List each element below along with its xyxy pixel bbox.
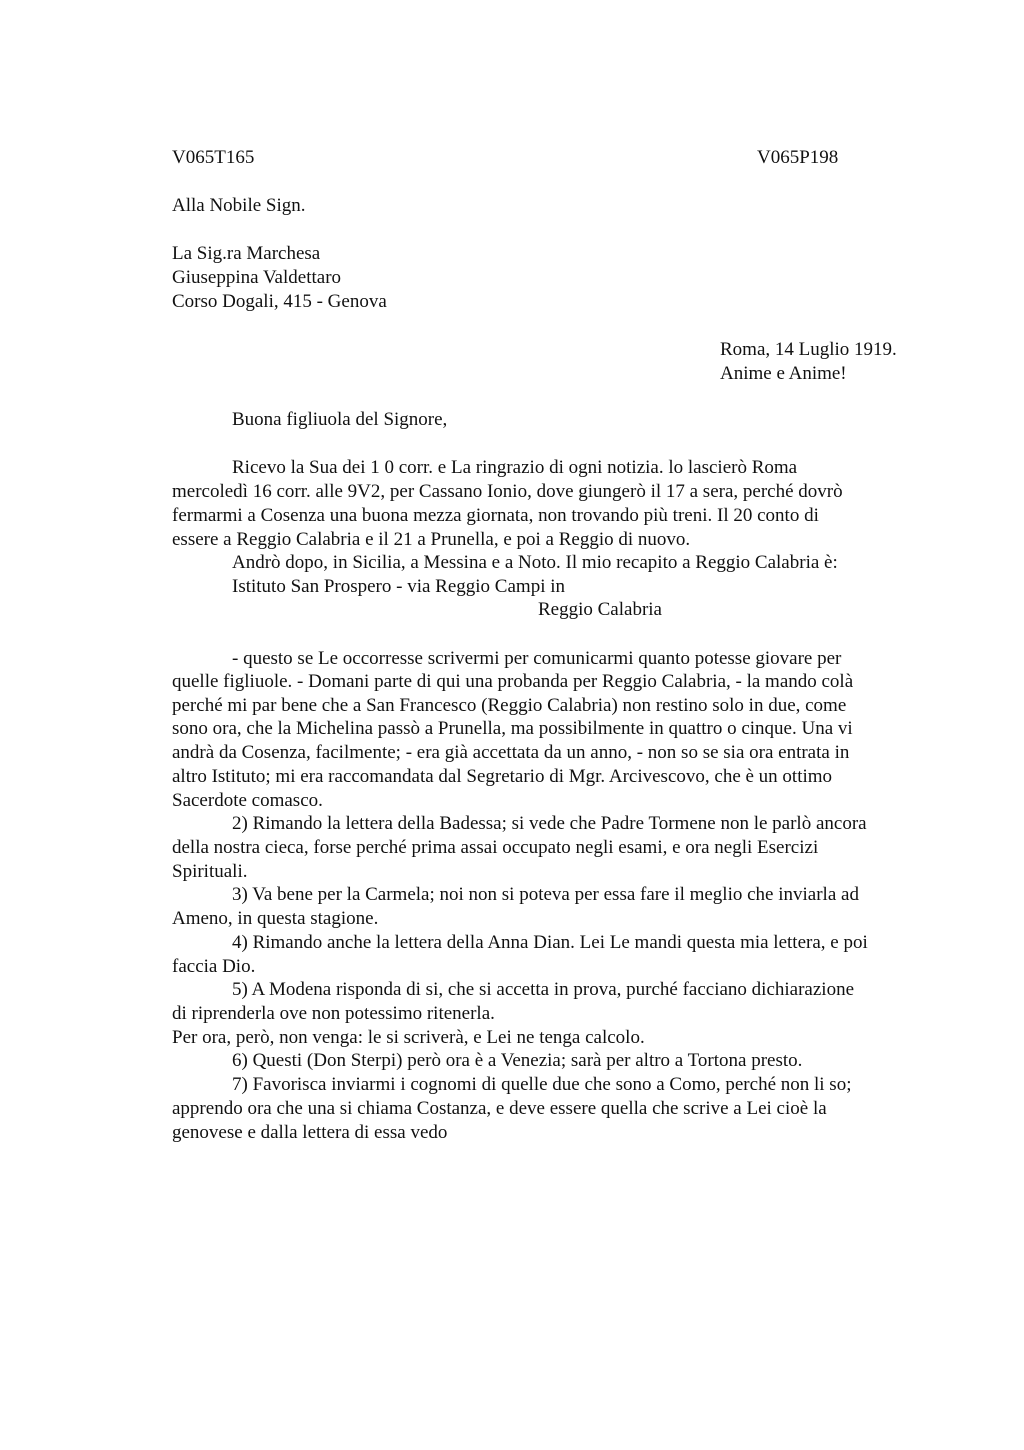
address-line: La Sig.ra Marchesa xyxy=(172,243,321,264)
address-line: Giuseppina Valdettaro xyxy=(172,267,342,288)
body-line: Istituto San Prospero - via Reggio Campi in xyxy=(232,576,566,597)
body-line: mercoledì 16 corr. alle 9V2, per Cassano Ionio, dove giungerò il 17 a sera, perché dovrò xyxy=(172,481,843,502)
body-line: 5) A Modena risponda di si, che si accetta in prova, purché facciano dichiarazione xyxy=(232,979,855,1000)
body-line: Per ora, però, non venga: le si scriverà, e Lei ne tenga calcolo. xyxy=(172,1027,645,1048)
body-line: di riprenderla ove non potessimo ritenerla. xyxy=(172,1003,495,1024)
body-line: faccia Dio. xyxy=(172,956,256,977)
body-line: Ameno, in questa stagione. xyxy=(172,908,379,929)
body-line: Andrò dopo, in Sicilia, a Messina e a Noto. Il mio recapito a Reggio Calabria è: xyxy=(232,552,838,573)
address-heading: Alla Nobile Sign. xyxy=(172,195,306,216)
body-line: genovese e dalla lettera di essa vedo xyxy=(172,1122,448,1143)
body-line: quelle figliuole. - Domani parte di qui una probanda per Reggio Calabria, - la mando colà xyxy=(172,671,854,692)
body-line: perché mi par bene che a San Francesco (Reggio Calabria) non restino solo in due, come xyxy=(172,695,847,716)
body-line: fermarmi a Cosenza una buona mezza giornata, non trovando più treni. Il 20 conto di xyxy=(172,505,819,526)
document-ref-right: V065P198 xyxy=(757,147,839,168)
greeting: Buona figliuola del Signore, xyxy=(232,409,448,430)
body-line: - questo se Le occorresse scrivermi per comunicarmi quanto potesse giovare per xyxy=(232,648,842,669)
body-line: Sacerdote comasco. xyxy=(172,790,323,811)
body-line: altro Istituto; mi era raccomandata dal Segretario di Mgr. Arcivescovo, che è un ottimo xyxy=(172,766,833,787)
body-line: della nostra cieca, forse perché prima assai occupato negli esami, e ora negli Esercizi xyxy=(172,837,819,858)
address-line: Corso Dogali, 415 - Genova xyxy=(172,291,387,312)
body-line: Ricevo la Sua dei 1 0 corr. e La ringrazio di ogni notizia. lo lascierò Roma xyxy=(232,457,798,478)
body-line: apprendo ora che una si chiama Costanza, e deve essere quella che scrive a Lei cioè la xyxy=(172,1098,827,1119)
body-line: 3) Va bene per la Carmela; noi non si poteva per essa fare il meglio che inviarla ad xyxy=(232,884,859,905)
body-line: Spirituali. xyxy=(172,861,248,882)
body-line: andrà da Cosenza, facilmente; - era già accettata da un anno, - non so se sia ora entrata in xyxy=(172,742,850,763)
date-line: Roma, 14 Luglio 1919. xyxy=(720,339,897,360)
body-line: 6) Questi (Don Sterpi) però ora è a Venezia; sarà per altro a Tortona presto. xyxy=(232,1050,803,1071)
body-line: sono ora, che la Michelina passò a Prunella, ma possibilmente in quattro o cinque. Una vi xyxy=(172,718,853,739)
body-line: 7) Favorisca inviarmi i cognomi di quelle due che sono a Como, perché non li so; xyxy=(232,1074,852,1095)
document-ref-left: V065T165 xyxy=(172,147,255,168)
body-line: 2) Rimando la lettera della Badessa; si vede che Padre Tormene non le parlò ancora xyxy=(232,813,867,834)
body-line: Reggio Calabria xyxy=(538,599,662,620)
body-line: essere a Reggio Calabria e il 21 a Prunella, e poi a Reggio di nuovo. xyxy=(172,529,691,550)
body-line: 4) Rimando anche la lettera della Anna Dian. Lei Le mandi questa mia lettera, e poi xyxy=(232,932,868,953)
motto-line: Anime e Anime! xyxy=(720,363,847,384)
